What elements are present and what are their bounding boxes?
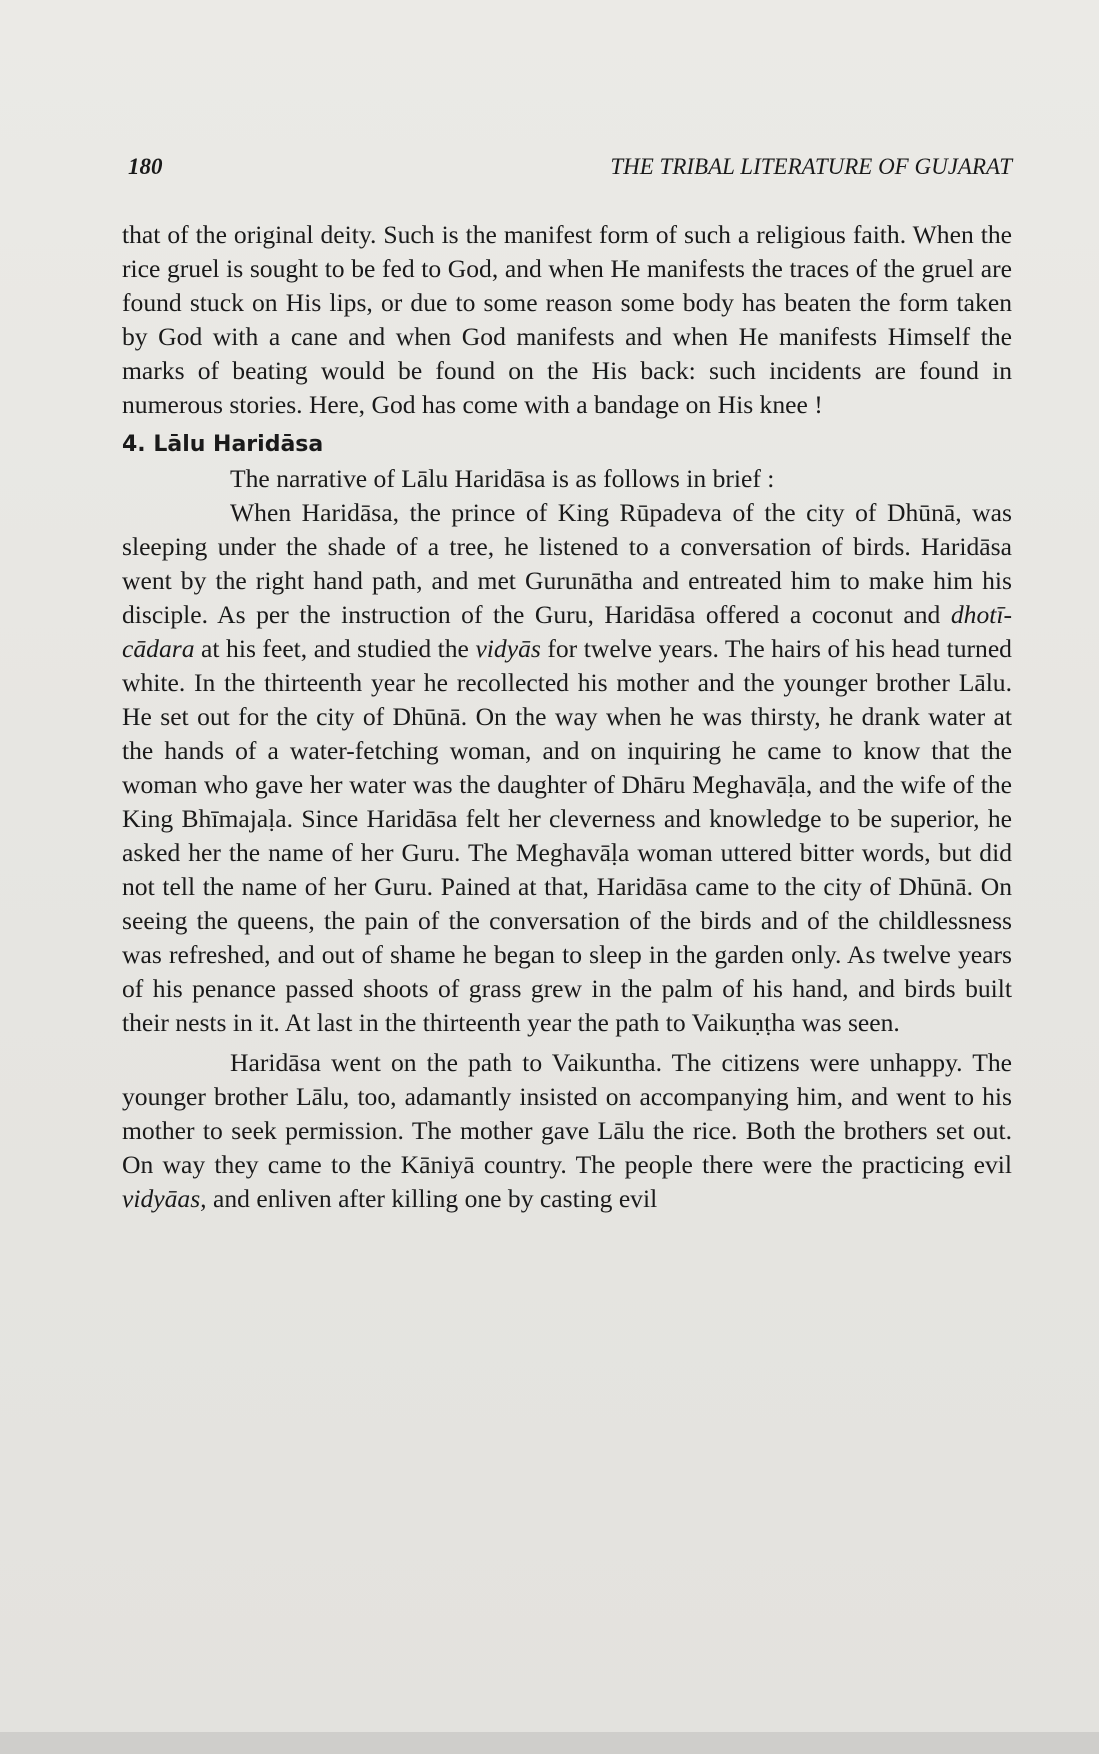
term-vidyaas: vidyāas, — [122, 1184, 207, 1213]
section-heading: 4. Lālu Haridāsa — [122, 432, 324, 457]
paragraph-4-text-a: Haridāsa went on the path to Vaikuntha. The citizens were unhappy. The younger brother Lālu, too, adamantly insisted on accompanying him, and went to his mother to seek permission. The mother gave Lālu the rice. Both the brothers set out. On way they came to the Kāniyā country. The people there were the practicing evil — [122, 1048, 1012, 1179]
paragraph-4-text-b: and enliven after killing one by casting evil — [206, 1184, 658, 1213]
paragraph-3-text-a: When Haridāsa, the prince of King Rūpadeva of the city of Dhūnā, was sleeping under the shade of a tree, he listened to a conversation of birds. Haridāsa went by the right hand path, and met Gurunātha and entreated him to make him his disciple. As per the instruction of the Guru, Haridāsa offered a coconut and — [122, 498, 1012, 629]
paragraph-3-text-c: for twelve years. The hairs of his head turned white. In the thirteenth year he recollected his mother and the younger brother Lālu. He set out for the city of Dhūnā. On the way when he was thirsty, he drank water at the hands of a water-fetching woman, and on inquiring he came to know that the woman who gave her water was the daughter of Dhāru Meghavāḷa, and the wife of the King Bhīmajaḷa. Since Haridāsa felt her cleverness and knowledge to be superior, he asked her the name of her Guru. The Meghavāḷa woman uttered bitter words, but did not tell the name of her Guru. Pained at that, Haridāsa came to the city of Dhūnā. On seeing the queens, the pain of the conversation of the birds and of the childlessness was refreshed, and out of shame he began to sleep in the garden only. As twelve years of his penance passed shoots of grass grew in the palm of his hand, and birds built their nests in it. At last in the thirteenth year the path to Vaikuṇṭha was seen. — [122, 634, 1012, 1037]
term-dhoti-cadara: dhotī-cādara — [122, 600, 1012, 663]
page-header — [128, 154, 1012, 186]
term-vidyas: vidyās — [475, 634, 541, 663]
paragraph-3-text-b: at his feet, and studied the — [194, 634, 476, 663]
page-number: 180 — [128, 154, 163, 179]
page-bottom-edge — [0, 1732, 1099, 1754]
paragraph-3 — [122, 496, 1012, 1040]
running-title: THE TRIBAL LITERATURE OF GUJARAT — [610, 154, 1012, 179]
body-text — [122, 218, 1012, 1216]
paragraph-1: that of the original deity. Such is the manifest form of such a religious faith. When the rice gruel is sought to be fed to God, and when He manifests the traces of the gruel are found stuck on His lips, or due to some reason some body has beaten the form taken by God with a cane and when God manifests and when He manifests Himself the marks of beating would be found on the His back: such incidents are found in numerous stories. Here, God has come with a bandage on His knee ! — [122, 220, 1012, 419]
paragraph-4 — [122, 1046, 1012, 1216]
paragraph-2: The narrative of Lālu Haridāsa is as follows in brief : — [230, 464, 775, 493]
